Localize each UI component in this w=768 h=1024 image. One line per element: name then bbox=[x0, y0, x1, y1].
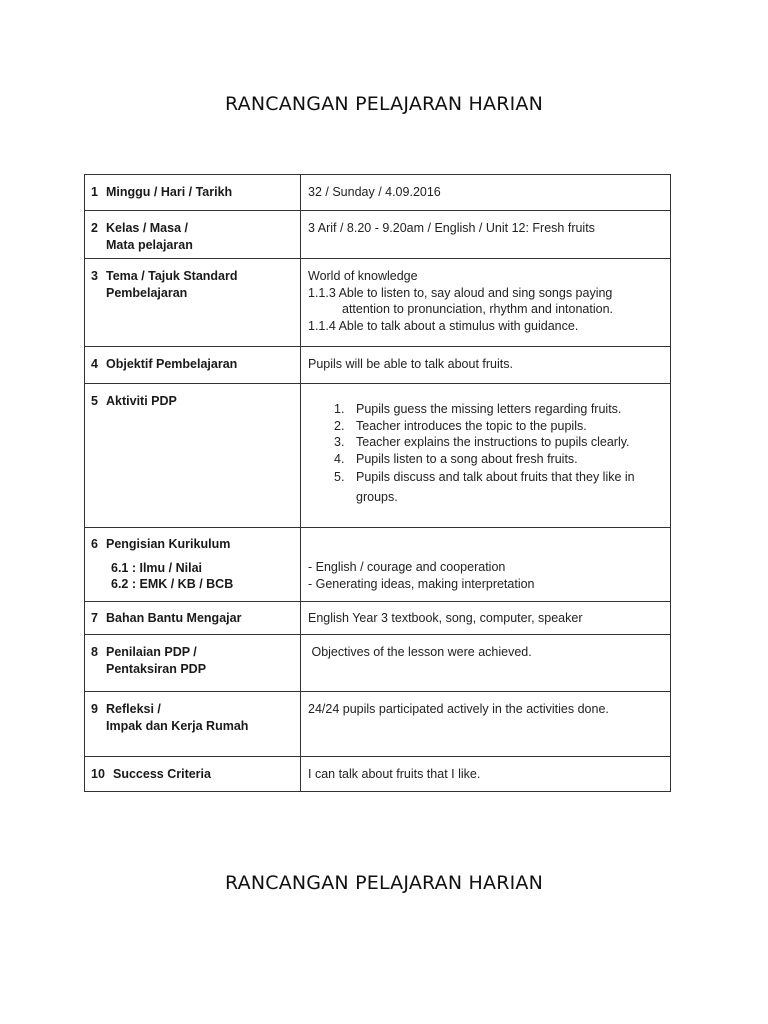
row-number: 5 bbox=[91, 394, 98, 408]
table-row bbox=[85, 175, 671, 211]
list-item: 2. Teacher introduces the topic to the pupils. bbox=[334, 418, 587, 433]
row-value bbox=[301, 528, 671, 602]
row-label bbox=[85, 211, 301, 259]
row-number: 4 bbox=[91, 357, 98, 371]
row-label bbox=[85, 347, 301, 384]
row-label-text: Impak dan Kerja Rumah bbox=[106, 718, 249, 733]
table-row bbox=[85, 602, 671, 635]
row-label-text: Pembelajaran bbox=[106, 285, 188, 300]
row-label-text: 6.1 : Ilmu / Nilai bbox=[111, 560, 202, 575]
row-label-text: 6.2 : EMK / KB / BCB bbox=[111, 577, 234, 591]
page-title: RANCANGAN PELAJARAN HARIAN bbox=[224, 93, 544, 115]
row-number: 7 bbox=[91, 611, 98, 625]
row-label bbox=[85, 602, 301, 635]
row-label-text: Pentaksiran PDP bbox=[106, 661, 207, 676]
row-number: 8 bbox=[91, 645, 98, 659]
row-label bbox=[85, 635, 301, 692]
list-item: 1. Pupils guess the missing letters regarding fruits. bbox=[334, 402, 622, 416]
row-label bbox=[85, 384, 301, 528]
lesson-plan-table bbox=[84, 174, 671, 792]
value-line: World of knowledge bbox=[308, 269, 418, 283]
row-value: 3 Arif / 8.20 - 9.20am / English / Unit 12: Fresh fruits bbox=[301, 211, 671, 259]
row-number: 1 bbox=[91, 185, 98, 199]
page-title-repeat: RANCANGAN PELAJARAN HARIAN bbox=[224, 872, 544, 894]
row-label-text: Penilaian PDP / bbox=[106, 645, 197, 659]
list-item: 4. Pupils listen to a song about fresh fruits. bbox=[334, 451, 578, 466]
row-value bbox=[301, 384, 671, 528]
row-value: 32 / Sunday / 4.09.2016 bbox=[301, 175, 671, 211]
row-label-text: Tema / Tajuk Standard bbox=[106, 269, 238, 283]
table-row bbox=[85, 211, 671, 259]
row-value bbox=[301, 259, 671, 347]
table-row bbox=[85, 635, 671, 692]
row-label-text: Mata pelajaran bbox=[106, 237, 193, 252]
table-row bbox=[85, 347, 671, 384]
table-row bbox=[85, 757, 671, 792]
list-item: 5. Pupils discuss and talk about fruits that they like in groups. bbox=[334, 470, 635, 504]
row-value: 24/24 pupils participated actively in the activities done. bbox=[301, 692, 671, 757]
row-number: 10 bbox=[91, 767, 105, 781]
row-label-text: Kelas / Masa / bbox=[106, 221, 188, 235]
value-line: - Generating ideas, making interpretation bbox=[308, 576, 535, 591]
row-number: 9 bbox=[91, 702, 98, 716]
value-line: - English / courage and cooperation bbox=[308, 560, 506, 574]
row-label bbox=[85, 259, 301, 347]
value-line: attention to pronunciation, rhythm and intonation. bbox=[342, 302, 614, 316]
row-label-text: Objektif Pembelajaran bbox=[106, 357, 238, 371]
row-value: English Year 3 textbook, song, computer, speaker bbox=[301, 602, 671, 635]
row-label bbox=[85, 175, 301, 211]
row-value: I can talk about fruits that I like. bbox=[301, 757, 671, 792]
table-row bbox=[85, 528, 671, 602]
row-label bbox=[85, 692, 301, 757]
row-label bbox=[85, 528, 301, 602]
value-line: 1.1.3 Able to listen to, say aloud and sing songs paying bbox=[308, 285, 613, 300]
row-label bbox=[85, 757, 301, 792]
row-label-text: Aktiviti PDP bbox=[106, 394, 177, 408]
value-line: 1.1.4 Able to talk about a stimulus with guidance. bbox=[308, 318, 579, 333]
table-row bbox=[85, 384, 671, 528]
table-row bbox=[85, 259, 671, 347]
row-value: Pupils will be able to talk about fruits. bbox=[301, 347, 671, 384]
row-number: 2 bbox=[91, 221, 98, 235]
row-label-text: Pengisian Kurikulum bbox=[106, 537, 231, 551]
table-row bbox=[85, 692, 671, 757]
row-number: 6 bbox=[91, 537, 98, 551]
activity-list bbox=[308, 401, 664, 507]
row-label-text: Minggu / Hari / Tarikh bbox=[106, 185, 233, 199]
row-number: 3 bbox=[91, 269, 98, 283]
row-label-text: Refleksi / bbox=[106, 702, 161, 716]
list-item: 3. Teacher explains the instructions to pupils clearly. bbox=[334, 435, 630, 449]
row-label-text: Bahan Bantu Mengajar bbox=[106, 611, 242, 625]
row-label-text: Success Criteria bbox=[113, 767, 211, 781]
row-value: Objectives of the lesson were achieved. bbox=[301, 635, 671, 692]
